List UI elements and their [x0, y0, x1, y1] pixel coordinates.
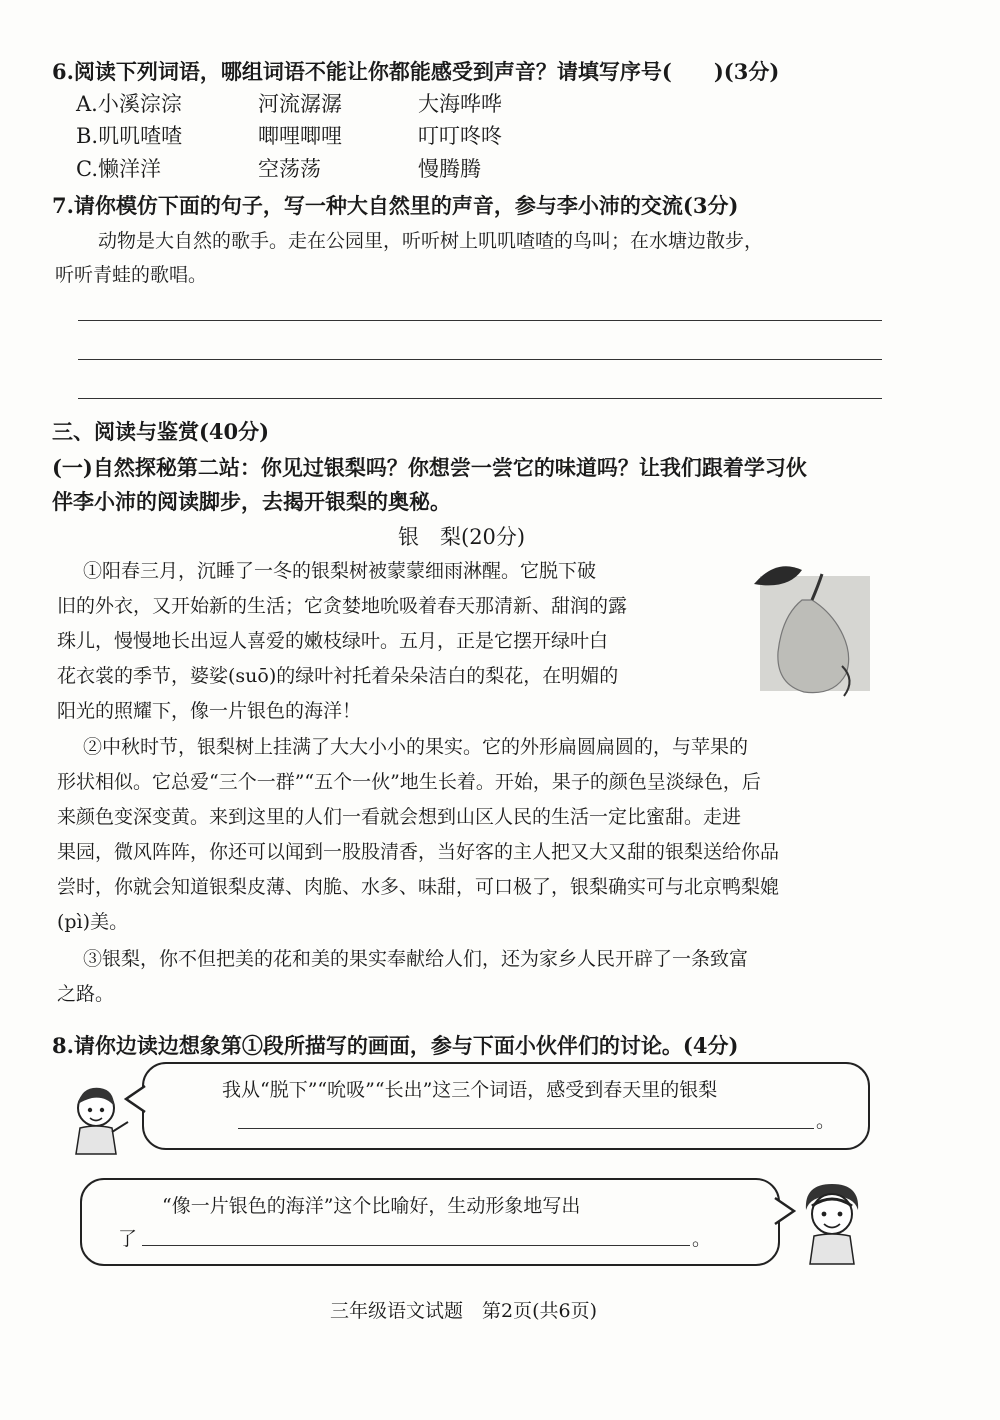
passage-title: 银 梨(20分) — [398, 525, 526, 549]
paragraph-2 — [57, 730, 897, 940]
q6-option-b-word2: 唧哩唧哩 — [258, 124, 342, 148]
bubble-1-tail — [124, 1084, 148, 1114]
q6-option-a-word2: 河流潺潺 — [258, 92, 342, 116]
q6-option-c-word2: 空荡荡 — [258, 157, 321, 181]
p1-line: 珠儿，慢慢地长出逗人喜爱的嫩枝绿叶。五月，正是它摆开绿叶白 — [57, 630, 609, 652]
bubble-1-line-1: 我从“脱下”“吮吸”“长出”这三个词语，感受到春天里的银梨 — [222, 1079, 718, 1101]
p2-line: ②中秋时节，银梨树上挂满了大大小小的果实。它的外形扁圆扁圆的，与苹果的 — [83, 736, 749, 758]
q6-option-b-word3: 叮叮咚咚 — [418, 124, 502, 148]
question-8-text: 8.请你边读边想象第①段所描写的画面，参与下面小伙伴们的讨论。(4分) — [52, 1033, 739, 1058]
p1-line: 阳光的照耀下，像一片银色的海洋！ — [57, 700, 362, 722]
q7-example-line-2: 听听青蛙的歌唱。 — [55, 264, 208, 286]
paragraph-1 — [57, 554, 727, 729]
bubble-2-prefix: 了 — [118, 1228, 138, 1250]
p1-line: 花衣裳的季节，婆娑(suō)的绿叶衬托着朵朵洁白的梨花，在明媚的 — [57, 665, 619, 687]
question-6-text: 6.阅读下列词语，哪组词语不能让你都能感受到声音？请填写序号( )(3分) — [52, 59, 780, 84]
paragraph-3 — [57, 942, 897, 1012]
q6-option-c-word3: 慢腾腾 — [418, 157, 481, 181]
page-footer: 三年级语文试题 第2页(共6页) — [330, 1300, 598, 1322]
section-3-heading: 三、阅读与鉴赏(40分) — [52, 419, 270, 444]
bubble-2-answer-line[interactable] — [142, 1245, 690, 1246]
question-7-text: 7.请你模仿下面的句子，写一种大自然里的声音，参与李小沛的交流(3分) — [52, 193, 739, 218]
q6-option-a-word3: 大海哗哗 — [418, 92, 502, 116]
section-intro-line-2: 伴李小沛的阅读脚步，去揭开银梨的奥秘。 — [52, 489, 451, 514]
p2-line: 果园，微风阵阵，你还可以闻到一股股清香，当好客的主人把又大又甜的银梨送给你品 — [57, 841, 780, 863]
answer-line-2[interactable] — [78, 359, 882, 360]
q6-option-c: C.懒洋洋 — [76, 157, 161, 181]
bubble-2-line-1: “像一片银色的海洋”这个比喻好，生动形象地写出 — [162, 1195, 581, 1217]
p2-line: 尝时，你就会知道银梨皮薄、肉脆、水多、味甜，可口极了，银梨确实可与北京鸭梨媲 — [57, 876, 780, 898]
q6-option-b: B.叽叽喳喳 — [76, 124, 183, 148]
answer-line-1[interactable] — [78, 320, 882, 321]
p1-line: 旧的外衣，又开始新的生活；它贪婪地吮吸着春天那清新、甜润的露 — [57, 595, 628, 617]
bubble-1-answer-line[interactable] — [238, 1128, 814, 1129]
p1-line: ①阳春三月，沉睡了一冬的银梨树被蒙蒙细雨淋醒。它脱下破 — [83, 560, 597, 582]
p3-line: 之路。 — [57, 983, 115, 1005]
girl-avatar — [792, 1176, 872, 1266]
bubble-1-end: 。 — [816, 1110, 836, 1132]
p3-line: ③银梨，你不但把美的花和美的果实奉献给人们，还为家乡人民开辟了一条致富 — [83, 948, 749, 970]
q7-example-line-1: 动物是大自然的歌手。走在公园里，听听树上叽叽喳喳的鸟叫；在水塘边散步， — [98, 230, 764, 252]
q6-option-a: A.小溪淙淙 — [76, 92, 182, 116]
answer-line-3[interactable] — [78, 398, 882, 399]
bubble-2-end: 。 — [692, 1228, 712, 1250]
p2-line: (pì)美。 — [57, 911, 129, 933]
section-intro-line-1: (一)自然探秘第二站：你见过银梨吗？你想尝一尝它的味道吗？让我们跟着学习伙 — [52, 455, 807, 480]
p2-line: 来颜色变深变黄。来到这里的人们一看就会想到山区人民的生活一定比蜜甜。走进 — [57, 806, 742, 828]
pear-illustration — [742, 556, 892, 706]
p2-line: 形状相似。它总爱“三个一群”“五个一伙”地生长着。开始，果子的颜色呈淡绿色，后 — [57, 771, 761, 793]
